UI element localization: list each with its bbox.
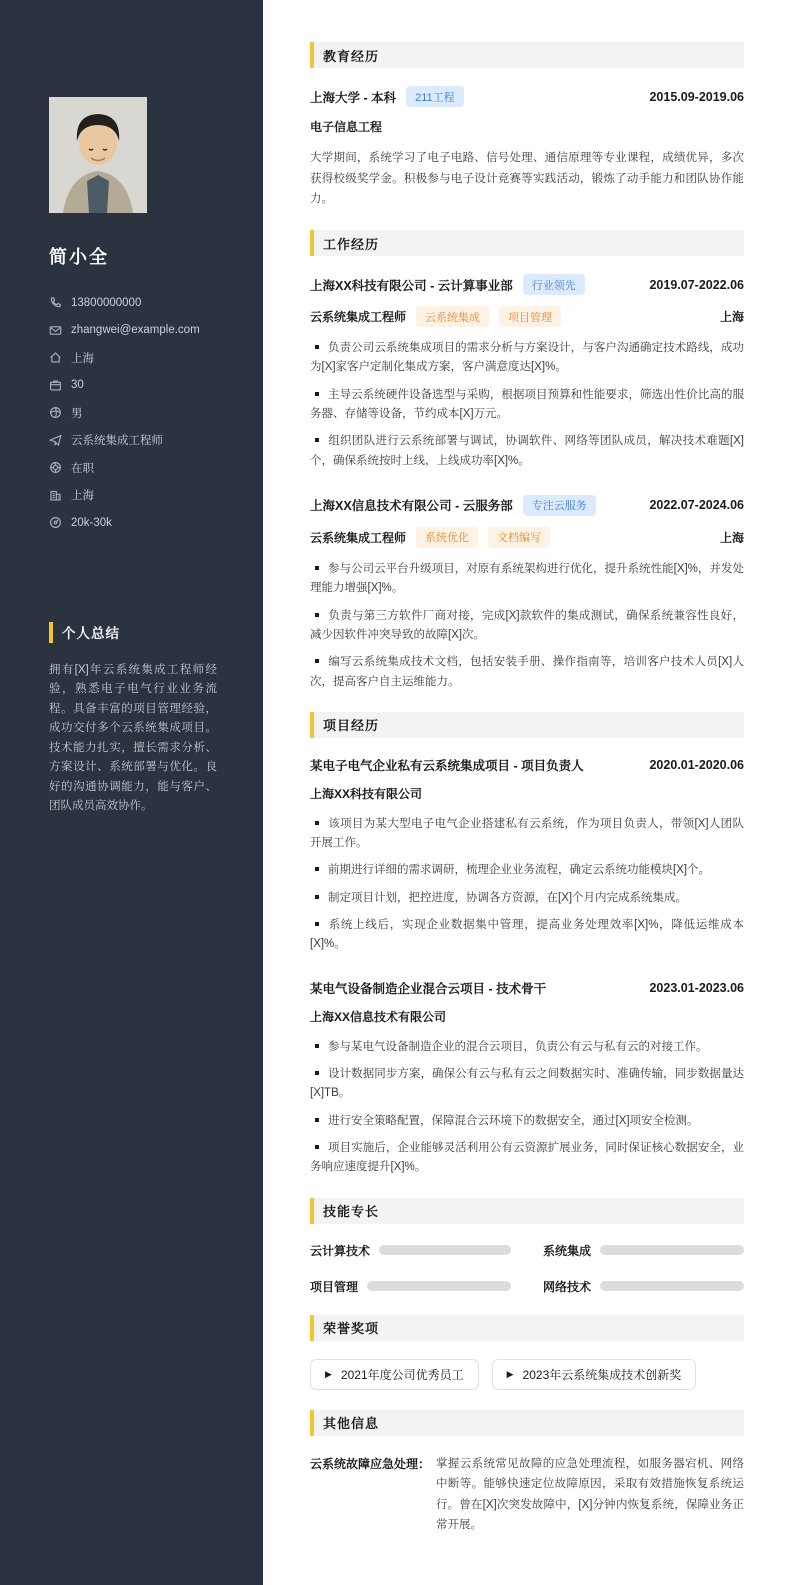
honor-item-1 bbox=[310, 1359, 479, 1390]
other-header bbox=[310, 1410, 744, 1436]
project-2-company: 上海XX信息技术有限公司 bbox=[310, 1009, 447, 1024]
work-1-company: 上海XX科技有限公司 - 云计算事业部 bbox=[310, 278, 513, 293]
honor-item-text: 2021年度公司优秀员工 bbox=[340, 1367, 464, 1382]
bullet-item: 参与公司云平台升级项目，对原有系统架构进行优化，提升系统性能[X]%，并发处理能力增强[X]%。 bbox=[310, 560, 744, 599]
honors-accent-bar bbox=[310, 1315, 314, 1341]
contact-home bbox=[49, 344, 219, 372]
contact-status bbox=[49, 454, 219, 482]
project-2-name: 某电气设备制造企业混合云项目 - 技术骨干 bbox=[310, 981, 547, 996]
profile-photo-illustration bbox=[49, 97, 147, 213]
skills-title: 技能专长 bbox=[323, 1204, 380, 1220]
gender-icon bbox=[49, 406, 62, 419]
work-1-role: 云系统集成工程师 bbox=[310, 310, 407, 325]
candidate-name: 简小全 bbox=[49, 247, 109, 267]
contact-age bbox=[49, 372, 219, 400]
section-work bbox=[310, 230, 744, 692]
work-1-badge: 行业领先 bbox=[523, 274, 585, 295]
work-2-date: 2022.07-2024.06 bbox=[649, 498, 744, 513]
work-header bbox=[310, 230, 744, 256]
contact-gender bbox=[49, 399, 219, 427]
education-major: 电子信息工程 bbox=[310, 120, 383, 134]
work-1-bullets bbox=[310, 339, 744, 471]
skills-grid bbox=[310, 1242, 744, 1295]
contact-home-text: 上海 bbox=[71, 352, 94, 365]
skill-bar bbox=[367, 1281, 511, 1291]
section-projects bbox=[310, 712, 744, 1178]
section-skills bbox=[310, 1198, 744, 1295]
project-1-name: 某电子电气企业私有云系统集成项目 - 项目负责人 bbox=[310, 758, 584, 773]
phone-icon bbox=[49, 296, 62, 309]
work-accent-bar bbox=[310, 230, 314, 256]
contact-status-text: 在职 bbox=[71, 462, 94, 475]
skill-bar bbox=[600, 1245, 744, 1255]
skill-project-management bbox=[310, 1278, 511, 1295]
salary-icon bbox=[49, 516, 62, 529]
skill-name: 云计算技术 bbox=[310, 1243, 371, 1258]
other-info-text: 掌握云系统常见故障的应急处理流程，如服务器宕机、网络中断等。能够快速定位故障原因，采取有效措施恢复系统运行。曾在[X]次突发故障中，[X]分钟内恢复系统，保障业务正常开展。 bbox=[436, 1457, 744, 1531]
other-accent-bar bbox=[310, 1410, 314, 1436]
contact-list bbox=[49, 289, 219, 537]
project-2-bullets bbox=[310, 1038, 744, 1178]
work-2-tag-2: 文档编写 bbox=[488, 527, 550, 548]
city-icon bbox=[49, 489, 62, 502]
contact-phone bbox=[49, 289, 219, 317]
contact-city bbox=[49, 482, 219, 510]
bullet-item: 主导云系统硬件设备选型与采购，根据项目预算和性能要求，筛选出性价比高的服务器、存储等设备，节约成本[X]万元。 bbox=[310, 386, 744, 425]
education-title: 教育经历 bbox=[323, 48, 380, 64]
work-1-date: 2019.07-2022.06 bbox=[649, 277, 744, 292]
bullet-item: 负责与第三方软件厂商对接，完成[X]款软件的集成测试，确保系统兼容性良好，减少因软件冲突导致的故障[X]次。 bbox=[310, 607, 744, 646]
work-1-location: 上海 bbox=[719, 310, 744, 325]
project-2-date: 2023.01-2023.06 bbox=[649, 980, 744, 995]
work-2-badge: 专注云服务 bbox=[523, 495, 596, 516]
contact-email bbox=[49, 317, 219, 345]
age-icon bbox=[49, 379, 62, 392]
other-title: 其他信息 bbox=[323, 1416, 380, 1432]
bullet-item: 该项目为某大型电子电气企业搭建私有云系统，作为项目负责人，带领[X]人团队开展工作。 bbox=[310, 815, 744, 854]
honors-title: 荣誉奖项 bbox=[323, 1321, 380, 1337]
bullet-item: 设计数据同步方案，确保公有云与私有云之间数据实时、准确传输，同步数据量达[X]TB。 bbox=[310, 1065, 744, 1104]
projects-header bbox=[310, 712, 744, 738]
skill-bar bbox=[600, 1281, 744, 1291]
profile-photo bbox=[49, 97, 147, 213]
summary-title: 个人总结 bbox=[62, 626, 120, 641]
project-entry-1 bbox=[310, 756, 744, 955]
contact-age-text: 30 bbox=[71, 379, 84, 392]
work-entry-2 bbox=[310, 495, 744, 692]
contact-salary bbox=[49, 509, 219, 537]
work-2-role: 云系统集成工程师 bbox=[310, 530, 407, 545]
project-1-date: 2020.01-2020.06 bbox=[649, 757, 744, 772]
bullet-item: 制定项目计划，把控进度，协调各方资源，在[X]个月内完成系统集成。 bbox=[310, 889, 744, 908]
education-accent-bar bbox=[310, 42, 314, 68]
honor-item-text: 2023年云系统集成技术创新奖 bbox=[522, 1367, 682, 1382]
contact-salary-text: 20k-30k bbox=[71, 516, 112, 529]
summary-accent-bar bbox=[49, 622, 53, 643]
skill-name: 网络技术 bbox=[543, 1279, 592, 1294]
section-honors bbox=[310, 1315, 744, 1390]
project-1-company: 上海XX科技有限公司 bbox=[310, 786, 423, 801]
play-icon: ▶ bbox=[506, 1368, 514, 1379]
project-1-bullets bbox=[310, 815, 744, 955]
section-education bbox=[310, 42, 744, 210]
skills-accent-bar bbox=[310, 1198, 314, 1224]
bullet-item: 组织团队进行云系统部署与调试，协调软件、网络等团队成员，解决技术难题[X]个，确保系统按时上线，上线成功率[X]%。 bbox=[310, 432, 744, 471]
work-1-tag-2: 项目管理 bbox=[499, 306, 561, 327]
bullet-item: 系统上线后，实现企业数据集中管理，提高业务处理效率[X]%，降低运维成本[X]%。 bbox=[310, 916, 744, 955]
email-icon bbox=[49, 324, 62, 337]
work-title: 工作经历 bbox=[323, 236, 380, 252]
projects-accent-bar bbox=[310, 712, 314, 738]
resume-main bbox=[263, 0, 794, 1585]
section-other bbox=[310, 1410, 744, 1536]
contact-phone-text: 13800000000 bbox=[71, 296, 142, 309]
status-icon bbox=[49, 461, 62, 474]
skills-header bbox=[310, 1198, 744, 1224]
skill-bar bbox=[379, 1245, 511, 1255]
work-entry-1 bbox=[310, 274, 744, 471]
contact-position bbox=[49, 427, 219, 455]
honors-header bbox=[310, 1315, 744, 1341]
contact-position-text: 云系统集成工程师 bbox=[71, 435, 163, 448]
work-2-tag-1: 系统优化 bbox=[416, 527, 478, 548]
work-2-bullets bbox=[310, 560, 744, 692]
honor-list bbox=[310, 1359, 744, 1390]
skill-network-technology bbox=[543, 1278, 744, 1295]
position-icon bbox=[49, 434, 62, 447]
projects-title: 项目经历 bbox=[323, 718, 380, 734]
bullet-item: 项目实施后，企业能够灵活利用公有云资源扩展业务，同时保证核心数据安全，业务响应速度提升[X]%。 bbox=[310, 1139, 744, 1178]
education-school: 上海大学 - 本科 bbox=[310, 90, 397, 105]
sidebar bbox=[0, 0, 263, 1585]
bullet-item: 编写云系统集成技术文档，包括安装手册、操作指南等，培训客户技术人员[X]人次，提高客户自主运维能力。 bbox=[310, 653, 744, 692]
project-entry-2 bbox=[310, 979, 744, 1178]
work-2-location: 上海 bbox=[719, 530, 744, 545]
contact-gender-text: 男 bbox=[71, 407, 83, 420]
contact-email-text: zhangwei@example.com bbox=[71, 324, 200, 337]
honor-item-2 bbox=[492, 1359, 697, 1390]
education-badge: 211工程 bbox=[406, 86, 464, 107]
play-icon: ▶ bbox=[325, 1368, 332, 1379]
other-info-row bbox=[310, 1454, 744, 1536]
bullet-item: 进行安全策略配置，保障混合云环境下的数据安全，通过[X]项安全检测。 bbox=[310, 1112, 744, 1131]
summary-header bbox=[49, 622, 219, 643]
education-entry bbox=[310, 86, 744, 210]
education-description: 大学期间，系统学习了电子电路、信号处理、通信原理等专业课程，成绩优异，多次获得校级奖学金。积极参与电子设计竞赛等实践活动，锻炼了动手能力和团队协作能力。 bbox=[310, 152, 744, 206]
bullet-item: 前期进行详细的需求调研，梳理企业业务流程，确定云系统功能模块[X]个。 bbox=[310, 861, 744, 880]
work-1-tag-1: 云系统集成 bbox=[416, 306, 489, 327]
skill-cloud-computing bbox=[310, 1242, 511, 1259]
education-date: 2015.09-2019.06 bbox=[649, 89, 744, 104]
home-icon bbox=[49, 351, 62, 364]
work-2-company: 上海XX信息技术有限公司 - 云服务部 bbox=[310, 499, 513, 514]
contact-city-text: 上海 bbox=[71, 490, 94, 503]
summary-text: 拥有[X]年云系统集成工程师经验，熟悉电子电气行业业务流程。具备丰富的项目管理经验，成功交付多个云系统集成项目。技术能力扎实，擅长需求分析、方案设计、系统部署与优化。良好的沟通协调能力，能与客户、团队成员高效协作。 bbox=[49, 663, 217, 813]
other-info-label: 云系统故障应急处理： bbox=[310, 1456, 431, 1471]
bullet-item: 负责公司云系统集成项目的需求分析与方案设计，与客户沟通确定技术路线，成功为[X]家客户定制化集成方案，客户满意度达[X]%。 bbox=[310, 339, 744, 378]
skill-system-integration bbox=[543, 1242, 744, 1259]
education-header bbox=[310, 42, 744, 68]
bullet-item: 参与某电气设备制造企业的混合云项目，负责公有云与私有云的对接工作。 bbox=[310, 1038, 744, 1057]
skill-name: 系统集成 bbox=[543, 1243, 592, 1258]
skill-name: 项目管理 bbox=[310, 1279, 359, 1294]
